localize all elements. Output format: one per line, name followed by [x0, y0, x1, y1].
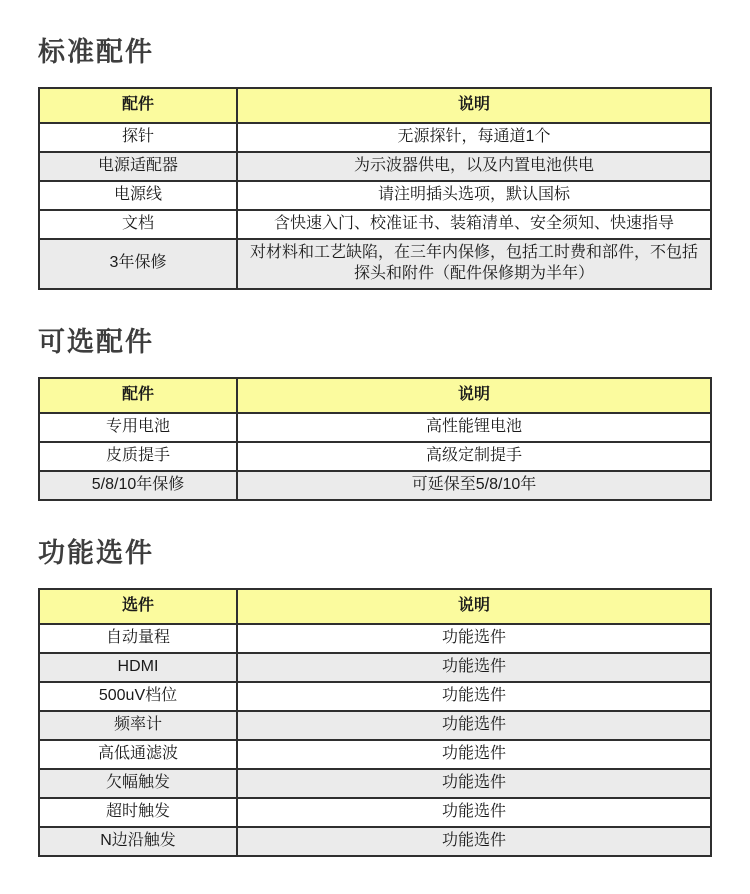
section-function-options [38, 527, 712, 857]
item-name-cell: 专用电池 [39, 413, 237, 442]
description-cell: 对材料和工艺缺陷，在三年内保修，包括工时费和部件，不包括探头和附件（配件保修期为半年） [237, 239, 711, 289]
item-name-cell: 自动量程 [39, 624, 237, 653]
table-row [39, 740, 711, 769]
column-header: 说明 [237, 88, 711, 123]
description-cell: 请注明插头选项，默认国标 [237, 181, 711, 210]
column-header: 配件 [39, 378, 237, 413]
item-name-cell: 5/8/10年保修 [39, 471, 237, 500]
function-options-table [38, 588, 712, 857]
standard-accessories-table [38, 87, 712, 290]
column-header: 说明 [237, 378, 711, 413]
item-name-cell: 探针 [39, 123, 237, 152]
table-row [39, 769, 711, 798]
description-cell: 高性能锂电池 [237, 413, 711, 442]
table-row [39, 181, 711, 210]
section-standard-accessories [38, 26, 712, 290]
table-row [39, 827, 711, 856]
description-cell: 功能选件 [237, 827, 711, 856]
description-cell: 功能选件 [237, 711, 711, 740]
heading-standard-accessories: 标准配件 [38, 37, 154, 67]
item-name-cell: HDMI [39, 653, 237, 682]
table-row [39, 239, 711, 289]
section-optional-accessories [38, 316, 712, 501]
table-row [39, 682, 711, 711]
description-cell: 可延保至5/8/10年 [237, 471, 711, 500]
item-name-cell: 皮质提手 [39, 442, 237, 471]
header-row [39, 378, 711, 413]
header-row [39, 88, 711, 123]
item-name-cell: N边沿触发 [39, 827, 237, 856]
item-name-cell: 频率计 [39, 711, 237, 740]
description-cell: 功能选件 [237, 740, 711, 769]
item-name-cell: 电源适配器 [39, 152, 237, 181]
table-row [39, 152, 711, 181]
description-cell: 功能选件 [237, 682, 711, 711]
table-row [39, 413, 711, 442]
table-row [39, 471, 711, 500]
table-row [39, 798, 711, 827]
table-row [39, 442, 711, 471]
item-name-cell: 电源线 [39, 181, 237, 210]
table-row [39, 210, 711, 239]
column-header: 说明 [237, 589, 711, 624]
optional-accessories-table [38, 377, 712, 501]
table-row [39, 711, 711, 740]
table-row [39, 123, 711, 152]
header-row [39, 589, 711, 624]
item-name-cell: 3年保修 [39, 239, 237, 289]
table-row [39, 653, 711, 682]
description-cell: 功能选件 [237, 798, 711, 827]
item-name-cell: 欠幅触发 [39, 769, 237, 798]
description-cell: 功能选件 [237, 624, 711, 653]
description-cell: 功能选件 [237, 769, 711, 798]
item-name-cell: 高低通滤波 [39, 740, 237, 769]
column-header: 选件 [39, 589, 237, 624]
description-cell: 无源探针，每通道1个 [237, 123, 711, 152]
description-cell: 功能选件 [237, 653, 711, 682]
column-header: 配件 [39, 88, 237, 123]
heading-function-options: 功能选件 [38, 537, 154, 568]
item-name-cell: 500uV档位 [39, 682, 237, 711]
description-cell: 含快速入门、校准证书、装箱清单、安全须知、快速指导 [237, 210, 711, 239]
table-row [39, 624, 711, 653]
item-name-cell: 文档 [39, 210, 237, 239]
description-cell: 为示波器供电，以及内置电池供电 [237, 152, 711, 181]
heading-optional-accessories: 可选配件 [38, 326, 154, 357]
description-cell: 高级定制提手 [237, 442, 711, 471]
item-name-cell: 超时触发 [39, 798, 237, 827]
